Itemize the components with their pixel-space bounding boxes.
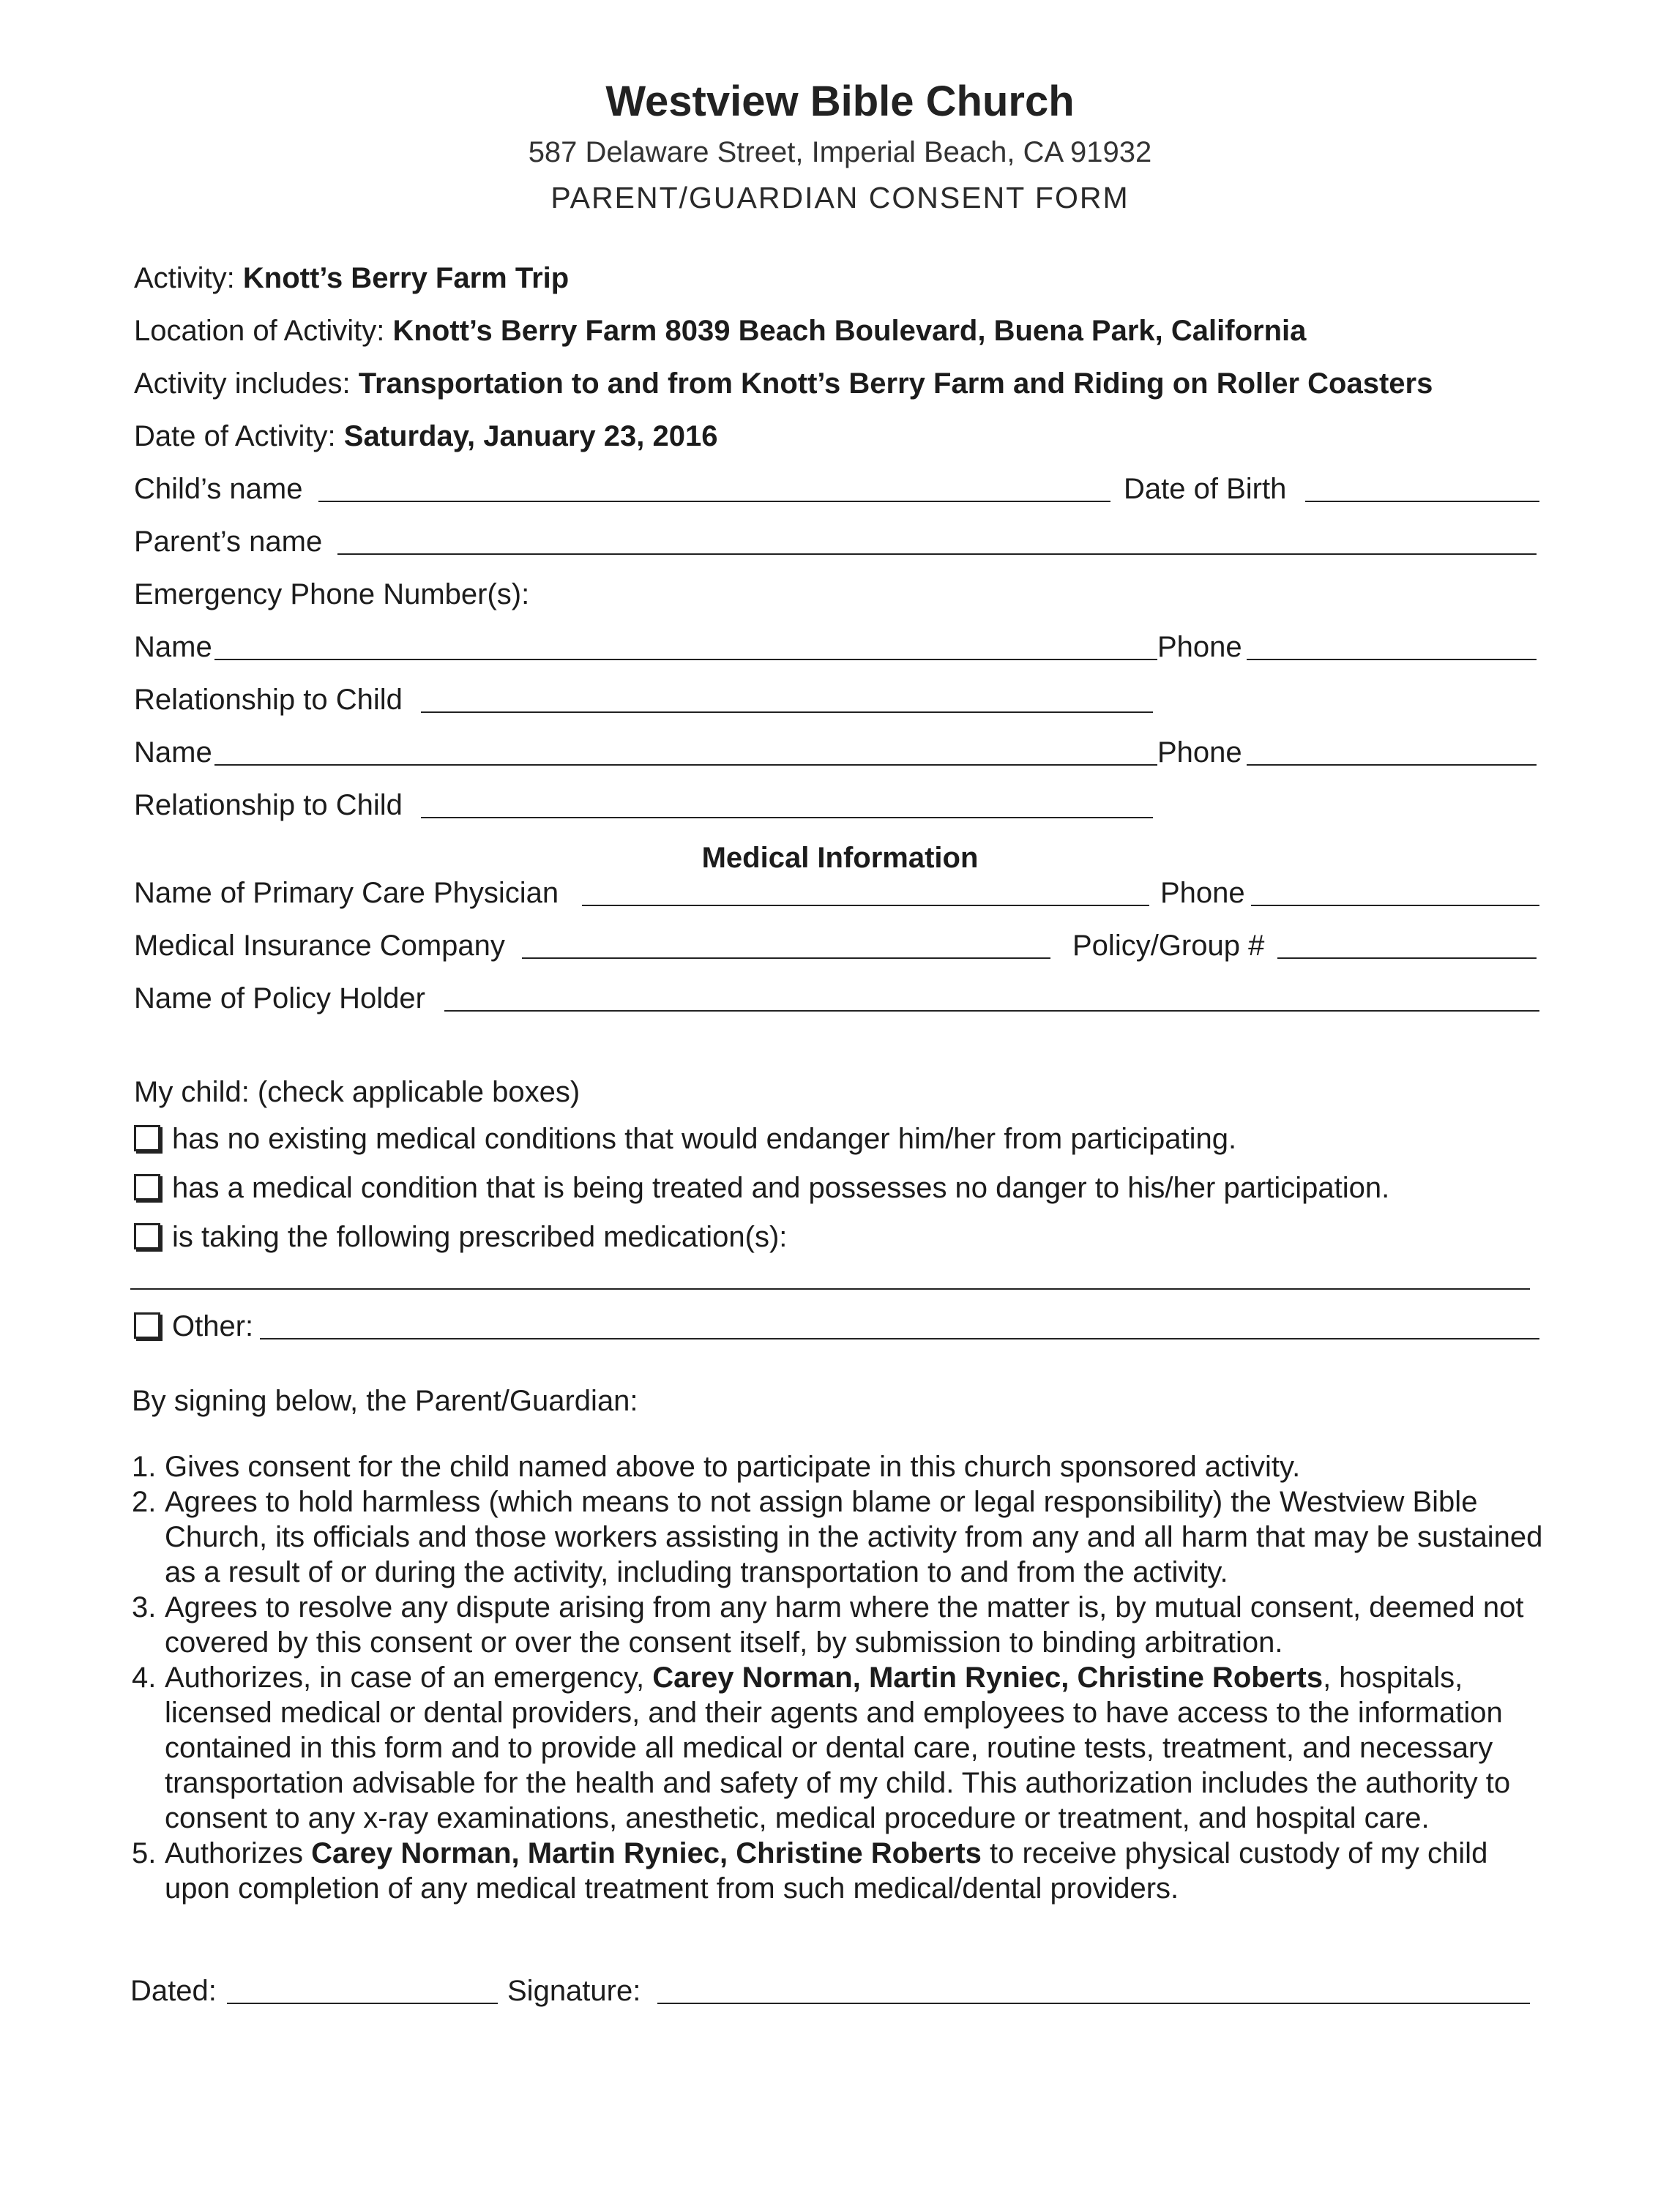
dated-field[interactable] [227, 2003, 498, 2004]
location-label: Location of Activity: [134, 315, 385, 347]
consent-term [132, 1836, 1552, 1906]
term-text: Agrees to hold harmless (which means to not assign blame or legal responsibility) the Westview Bible Church, its officials and those workers assisting in the activity from any and all harm that may be sustained as a result of or during the activity, including transportation to and from the activity. [165, 1486, 1543, 1588]
form-title: PARENT/GUARDIAN CONSENT FORM [550, 181, 1130, 214]
emergency1-phone-field[interactable] [1247, 659, 1537, 660]
term-number: 5. [132, 1837, 157, 1869]
emergency1-row [134, 629, 1539, 665]
emergency2-phone-label: Phone [1157, 736, 1242, 769]
emergency1-relationship-label: Relationship to Child [134, 684, 403, 716]
emergency-heading: Emergency Phone Number(s): [134, 578, 530, 610]
consent-terms-list [132, 1449, 1552, 1906]
medication-field[interactable] [130, 1288, 1530, 1290]
checkbox-intro: My child: (check applicable boxes) [134, 1076, 580, 1108]
holder-field[interactable] [444, 1010, 1539, 1012]
medication-checkbox[interactable] [134, 1223, 160, 1249]
parent-name-label: Parent’s name [134, 526, 323, 558]
emergency1-name-field[interactable] [214, 659, 1157, 660]
emergency2-name-label: Name [134, 736, 212, 769]
checkbox-row-no-conditions [134, 1121, 1236, 1156]
checkbox-row-other [134, 1309, 1539, 1344]
term-text: Agrees to resolve any dispute arising from any harm where the matter is, by mutual consent, deemed not covered by this consent or over the consent itself, by submission to binding arbitration. [165, 1591, 1524, 1659]
date-line [134, 419, 717, 454]
activity-line [134, 261, 569, 296]
holder-label: Name of Policy Holder [134, 982, 425, 1014]
treated-condition-checkbox[interactable] [134, 1174, 160, 1200]
term-number: 2. [132, 1486, 157, 1518]
signature-field[interactable] [657, 2003, 1530, 2004]
other-option [134, 1309, 253, 1344]
activity-label: Activity: [134, 262, 235, 294]
church-address: 587 Delaware Street, Imperial Beach, CA 91932 [528, 136, 1152, 168]
consent-intro: By signing below, the Parent/Guardian: [132, 1385, 638, 1417]
emergency2-row [134, 735, 1539, 770]
medical-heading: Medical Information [701, 842, 979, 874]
emergency1-phone-label: Phone [1157, 631, 1242, 663]
emergency2-phone-field[interactable] [1247, 764, 1537, 766]
emergency1-name-label: Name [134, 631, 212, 663]
emergency2-relationship-field[interactable] [421, 817, 1153, 818]
policy-field[interactable] [1277, 957, 1537, 959]
emergency1-relationship-row [134, 682, 1159, 717]
policy-label: Policy/Group # [1072, 930, 1265, 962]
physician-phone-field[interactable] [1251, 905, 1539, 906]
physician-phone-label: Phone [1160, 877, 1245, 909]
church-name: Westview Bible Church [605, 78, 1075, 125]
other-label: Other: [172, 1310, 254, 1342]
activity-value: Knott’s Berry Farm Trip [242, 262, 570, 294]
term-number: 1. [132, 1451, 157, 1483]
other-checkbox[interactable] [134, 1312, 160, 1339]
holder-row [134, 981, 1539, 1016]
child-name-label: Child’s name [134, 473, 303, 505]
consent-term [132, 1590, 1552, 1660]
physician-row [134, 875, 1539, 911]
term-text-post: , hospitals, licensed medical or dental providers, and their agents and employees to have access to the information contained in this form and to provide all medical or dental care, routine tests, treatment, and necessary transportation advisable for the health and safety of my child. This authorization includes the authority to consent to any x-ray examinations, anesthetic, medical procedure or treatment, and hospital care. [165, 1662, 1511, 1834]
checkbox-row-medication [134, 1219, 787, 1255]
emergency1-relationship-field[interactable] [421, 711, 1153, 713]
other-field[interactable] [260, 1338, 1539, 1339]
insurance-row [134, 928, 1539, 963]
term-text: Gives consent for the child named above to participate in this church sponsored activity. [165, 1451, 1301, 1483]
checkbox-row-treated-condition [134, 1170, 1389, 1206]
treated-condition-label: has a medical condition that is being treated and possesses no danger to his/her participation. [172, 1172, 1390, 1204]
no-conditions-label: has no existing medical conditions that would endanger him/her from participating. [172, 1123, 1237, 1155]
term-text-post: to receive physical custody of my child upon completion of any medical treatment from such medical/dental providers. [165, 1837, 1488, 1905]
physician-field[interactable] [582, 905, 1149, 906]
child-row [134, 471, 1539, 507]
term-text-pre: Authorizes, in case of an emergency, [165, 1662, 645, 1694]
includes-value: Transportation to and from Knott’s Berry Farm and Riding on Roller Coasters [358, 367, 1433, 400]
no-conditions-checkbox[interactable] [134, 1125, 160, 1151]
dob-label: Date of Birth [1124, 473, 1287, 505]
signature-row [130, 1973, 1536, 2008]
date-label: Date of Activity: [134, 420, 336, 452]
consent-term [132, 1484, 1552, 1590]
location-value: Knott’s Berry Farm 8039 Beach Boulevard, Buena Park, California [392, 315, 1307, 347]
dob-field[interactable] [1305, 501, 1539, 502]
authorized-names: Carey Norman, Martin Ryniec, Christine Roberts [311, 1837, 982, 1869]
includes-label: Activity includes: [134, 367, 351, 400]
authorized-names: Carey Norman, Martin Ryniec, Christine Roberts [652, 1662, 1324, 1694]
emergency2-name-field[interactable] [214, 764, 1157, 766]
insurance-label: Medical Insurance Company [134, 930, 505, 962]
physician-label: Name of Primary Care Physician [134, 877, 559, 909]
child-name-field[interactable] [318, 501, 1110, 502]
parent-row [134, 524, 1539, 559]
term-number: 3. [132, 1591, 157, 1623]
term-text-pre: Authorizes [165, 1837, 303, 1869]
consent-term [132, 1449, 1552, 1484]
dated-label: Dated: [130, 1975, 217, 2007]
emergency2-relationship-label: Relationship to Child [134, 789, 403, 821]
parent-name-field[interactable] [337, 553, 1537, 555]
date-value: Saturday, January 23, 2016 [343, 420, 718, 452]
location-line [134, 313, 1306, 348]
emergency2-relationship-row [134, 788, 1159, 823]
insurance-field[interactable] [522, 957, 1050, 959]
includes-line [134, 366, 1433, 401]
medication-label: is taking the following prescribed medication(s): [172, 1221, 788, 1253]
term-number: 4. [132, 1662, 157, 1694]
signature-label: Signature: [507, 1975, 641, 2007]
consent-term [132, 1660, 1552, 1836]
